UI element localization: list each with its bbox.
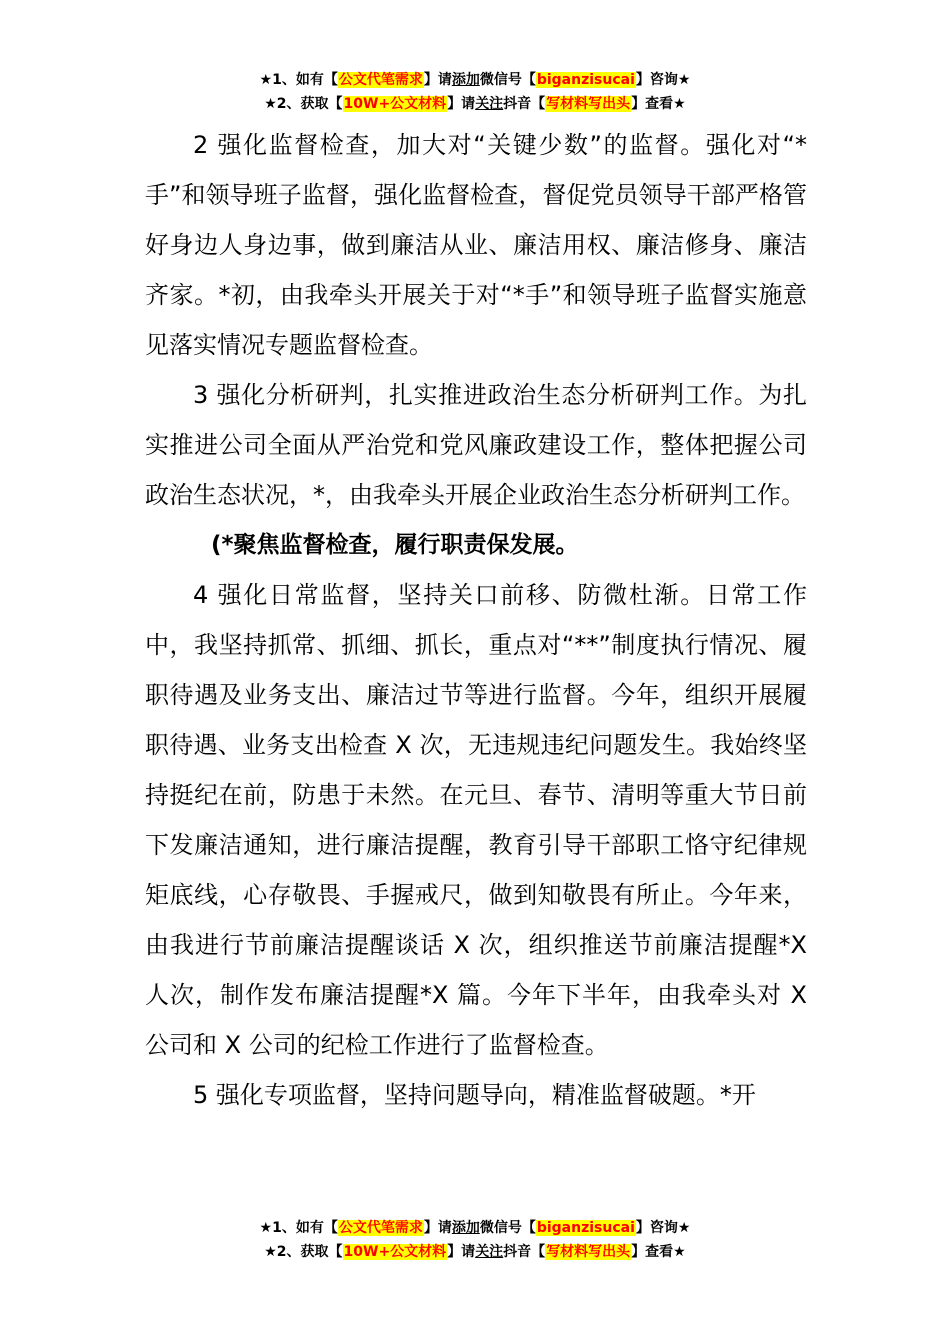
underlined-text: 添加 — [451, 1220, 480, 1236]
paragraph: 3 强化分析研判，扎实推进政治生态分析研判工作。为扎实推进公司全面从严治党和党风廉政建设工作，整体把握公司政治生态状况，*，由我牵头开展企业政治生态分析研判工作。 — [145, 381, 807, 509]
paragraph: 4 强化日常监督，坚持关口前移、防微杜渐。日常工作中，我坚持抓常、抓细、抓长，重点对“**”制度执行情况、履职待遇及业务支出、廉洁过节等进行监督。今年，组织开展履职待遇、业务支出检查 X 次，无违规违纪问题发生。我始终坚持挺纪在前，防患于未然。在元旦、春节、清明等重大节日前下发廉洁通知，进行廉洁提醒，教育引导干部职工恪守纪律规矩底线，心存敬畏、手握戒尺，做到知敬畏有所止。今年来，由我进行节前廉洁提醒谈话 X 次，组织推送节前廉洁提醒*X 人次，制作发布廉洁提醒*X 篇。今年下半年，由我牵头对 X 公司和 X 公司的纪检工作进行了监督检查。 — [145, 581, 807, 1059]
banner-text: 】请 — [447, 1244, 476, 1260]
highlight-tag: 10W+公文材料 — [343, 1244, 447, 1260]
banner-text: 】咨询★ — [635, 1220, 691, 1236]
banner-text: 】请 — [423, 1220, 452, 1236]
banner-line-1 — [0, 1216, 950, 1240]
douyin-account: 写材料写出头 — [546, 96, 631, 112]
section-heading: (*聚焦监督检查，履行职责保发展。 — [211, 532, 579, 558]
banner-text: 】查看★ — [631, 96, 686, 112]
banner-line-2 — [0, 92, 950, 116]
banner-text: 抖音【 — [503, 1244, 546, 1260]
banner-text: 抖音【 — [503, 96, 546, 112]
highlight-tag: 公文代笔需求 — [338, 1220, 423, 1236]
underlined-text: 关注 — [475, 1244, 504, 1260]
underlined-text: 关注 — [475, 96, 504, 112]
paragraph: 2 强化监督检查，加大对“关键少数”的监督。强化对“*手”和领导班子监督，强化监督检查，督促党员领导干部严格管好身边人身边事，做到廉洁从业、廉洁用权、廉洁修身、廉洁齐家。*初，由我牵头开展关于对“*手”和领导班子监督实施意见落实情况专题监督检查。 — [145, 131, 807, 359]
underlined-text: 添加 — [451, 72, 480, 88]
document-body — [145, 120, 807, 1120]
header-banner — [0, 68, 950, 116]
banner-text: 微信号【 — [479, 1220, 536, 1236]
banner-text: ★1、如有【 — [259, 72, 338, 88]
highlight-tag: 公文代笔需求 — [338, 72, 423, 88]
banner-text: 】咨询★ — [635, 72, 691, 88]
paragraph: 5 强化专项监督，坚持问题导向，精准监督破题。*开 — [193, 1081, 756, 1109]
banner-line-2 — [0, 1240, 950, 1264]
footer-banner — [0, 1216, 950, 1264]
banner-text: 】查看★ — [631, 1244, 686, 1260]
wechat-id: biganzisucai — [536, 72, 635, 88]
banner-text: 】请 — [423, 72, 452, 88]
banner-text: 微信号【 — [479, 72, 536, 88]
banner-text: ★2、获取【 — [264, 96, 343, 112]
banner-text: ★2、获取【 — [264, 1244, 343, 1260]
banner-text: 】请 — [447, 96, 476, 112]
banner-text: ★1、如有【 — [259, 1220, 338, 1236]
banner-line-1 — [0, 68, 950, 92]
douyin-account: 写材料写出头 — [546, 1244, 631, 1260]
highlight-tag: 10W+公文材料 — [343, 96, 447, 112]
wechat-id: biganzisucai — [536, 1220, 635, 1236]
